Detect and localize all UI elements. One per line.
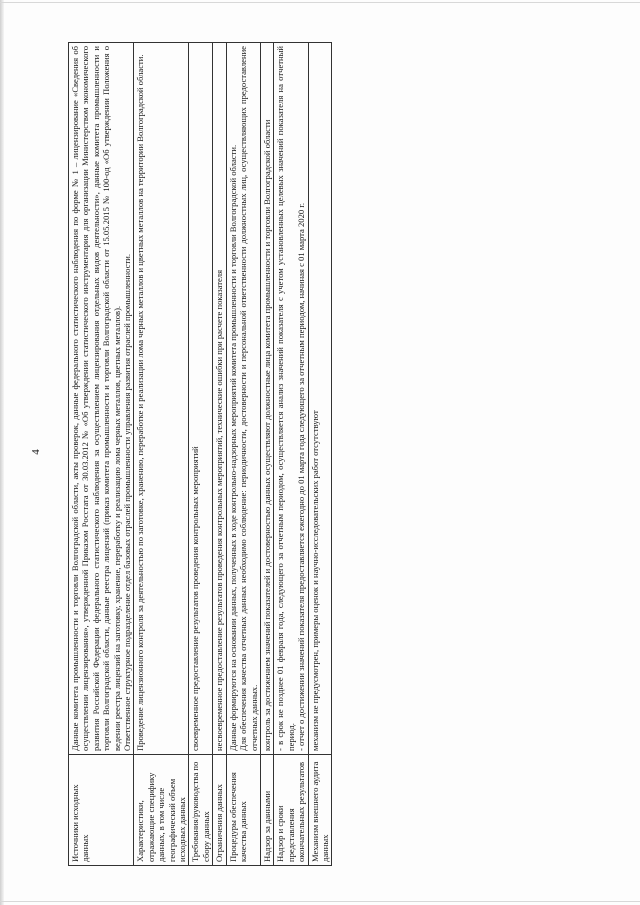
row-paragraph: Ответственное структурное подразделение отдел базовых отраслей промышленности управления развития отраслей промышленности. bbox=[122, 254, 133, 751]
row-content bbox=[260, 43, 273, 755]
table-row bbox=[189, 43, 213, 866]
row-paragraph: своевременное предоставление результатов проведения контрольных мероприятий bbox=[190, 446, 201, 751]
row-content bbox=[274, 43, 308, 755]
row-label: Требования/руководства по сбору данных bbox=[189, 755, 213, 866]
scan-edge-left bbox=[0, 0, 4, 905]
row-content bbox=[134, 43, 189, 755]
table-row bbox=[213, 43, 226, 866]
row-content bbox=[226, 43, 260, 755]
scan-border-bottom bbox=[0, 901, 640, 902]
table-row bbox=[274, 43, 308, 866]
indicator-table bbox=[68, 42, 332, 866]
row-paragraph: механизм не предусмотрен, примеры оценок и научно-исследовательских работ отсутствуют bbox=[309, 410, 320, 751]
row-content bbox=[213, 43, 226, 755]
row-label: Ограничения данных bbox=[213, 755, 226, 866]
rotated-content bbox=[30, 32, 610, 872]
row-content bbox=[308, 43, 332, 755]
table-row bbox=[226, 43, 260, 866]
row-label: Надзор и сроки представления окончательных результатов bbox=[274, 755, 308, 866]
row-label: Источники исходных данных bbox=[69, 755, 134, 866]
row-content bbox=[69, 43, 134, 755]
row-paragraph: контроль за достижением значений показателей и достоверностью данных осуществляют должностные лица комитета промышленности и торговли Волгоградской области bbox=[261, 119, 272, 751]
row-paragraph: Данные комитета промышленности и торговли Волгоградской области, акты проверок, данные федерального статистического наблюдения по форме № 1 – лицензирование «Сведения об осуществлении лицензирования», утвержденной Приказом Росстата от 30.03.2012 № «Об утверждении статистического инструментария для организации Министерством экономического развития Российской Федерации федерального статистического наблюдения за осуществлением лицензирования отдельных видов деятельности», данные комитета промышленности и торговли Волгоградской области, данные реестра лицензий (приказ комитета промышленности и торговли Волгоградской области от 15.05.2015 № 100-од «Об утверждении Положения о ведении реестра лицензий на заготовку, хранение, переработку и реализацию лома черных металлов, цветных металлов). bbox=[70, 46, 122, 751]
table-row bbox=[69, 43, 134, 866]
row-content bbox=[189, 43, 213, 755]
indicator-table-body bbox=[69, 43, 332, 866]
row-label: Процедуры обеспечения качества данных bbox=[226, 755, 260, 866]
table-row bbox=[260, 43, 273, 866]
scan-border-top bbox=[0, 2, 640, 3]
table-row bbox=[308, 43, 332, 866]
page-number: 4 bbox=[30, 449, 42, 455]
table-row bbox=[134, 43, 189, 866]
row-paragraph: Для обеспечения качества отчетных данных необходимо соблюдение: периодичности, достоверности и персональной ответственности должностных лиц, осуществляющих предоставление отчетных данных. bbox=[238, 46, 259, 751]
row-paragraph: несвоевременное предоставление результатов проведения контрольных мероприятий, технические ошибки при расчете показателя bbox=[214, 269, 225, 751]
row-label: Механизм внешнего аудита данных bbox=[308, 755, 332, 866]
row-paragraph: - в срок не позднее 01 февраля года, следующего за отчетным периодом, осуществляется анализ значений показателя с учетом установленных целевых значений показателя на отчетный период. bbox=[275, 46, 296, 751]
row-paragraph: Данные формируются на основании данных, полученных в ходе контрольно-надзорных мероприятий комитета промышленности и торговли Волгоградской области. bbox=[227, 144, 238, 751]
row-label: Надзор за данными bbox=[260, 755, 273, 866]
row-label: Характеристики, отражающие специфику данных, в том числе географический объем исходных данных bbox=[134, 755, 189, 866]
row-paragraph: Проведение лицензионного контроля за деятельностью по заготовке, хранению, переработке и реализации лома черных металлов и цветных металлов на территории Волгоградской области. bbox=[135, 54, 146, 751]
row-paragraph: - отчет о достижении значений показателя предоставляется ежегодно до 01 марта года следующего за отчетным периодом, начиная с 01 марта 2020 г. bbox=[296, 202, 307, 751]
